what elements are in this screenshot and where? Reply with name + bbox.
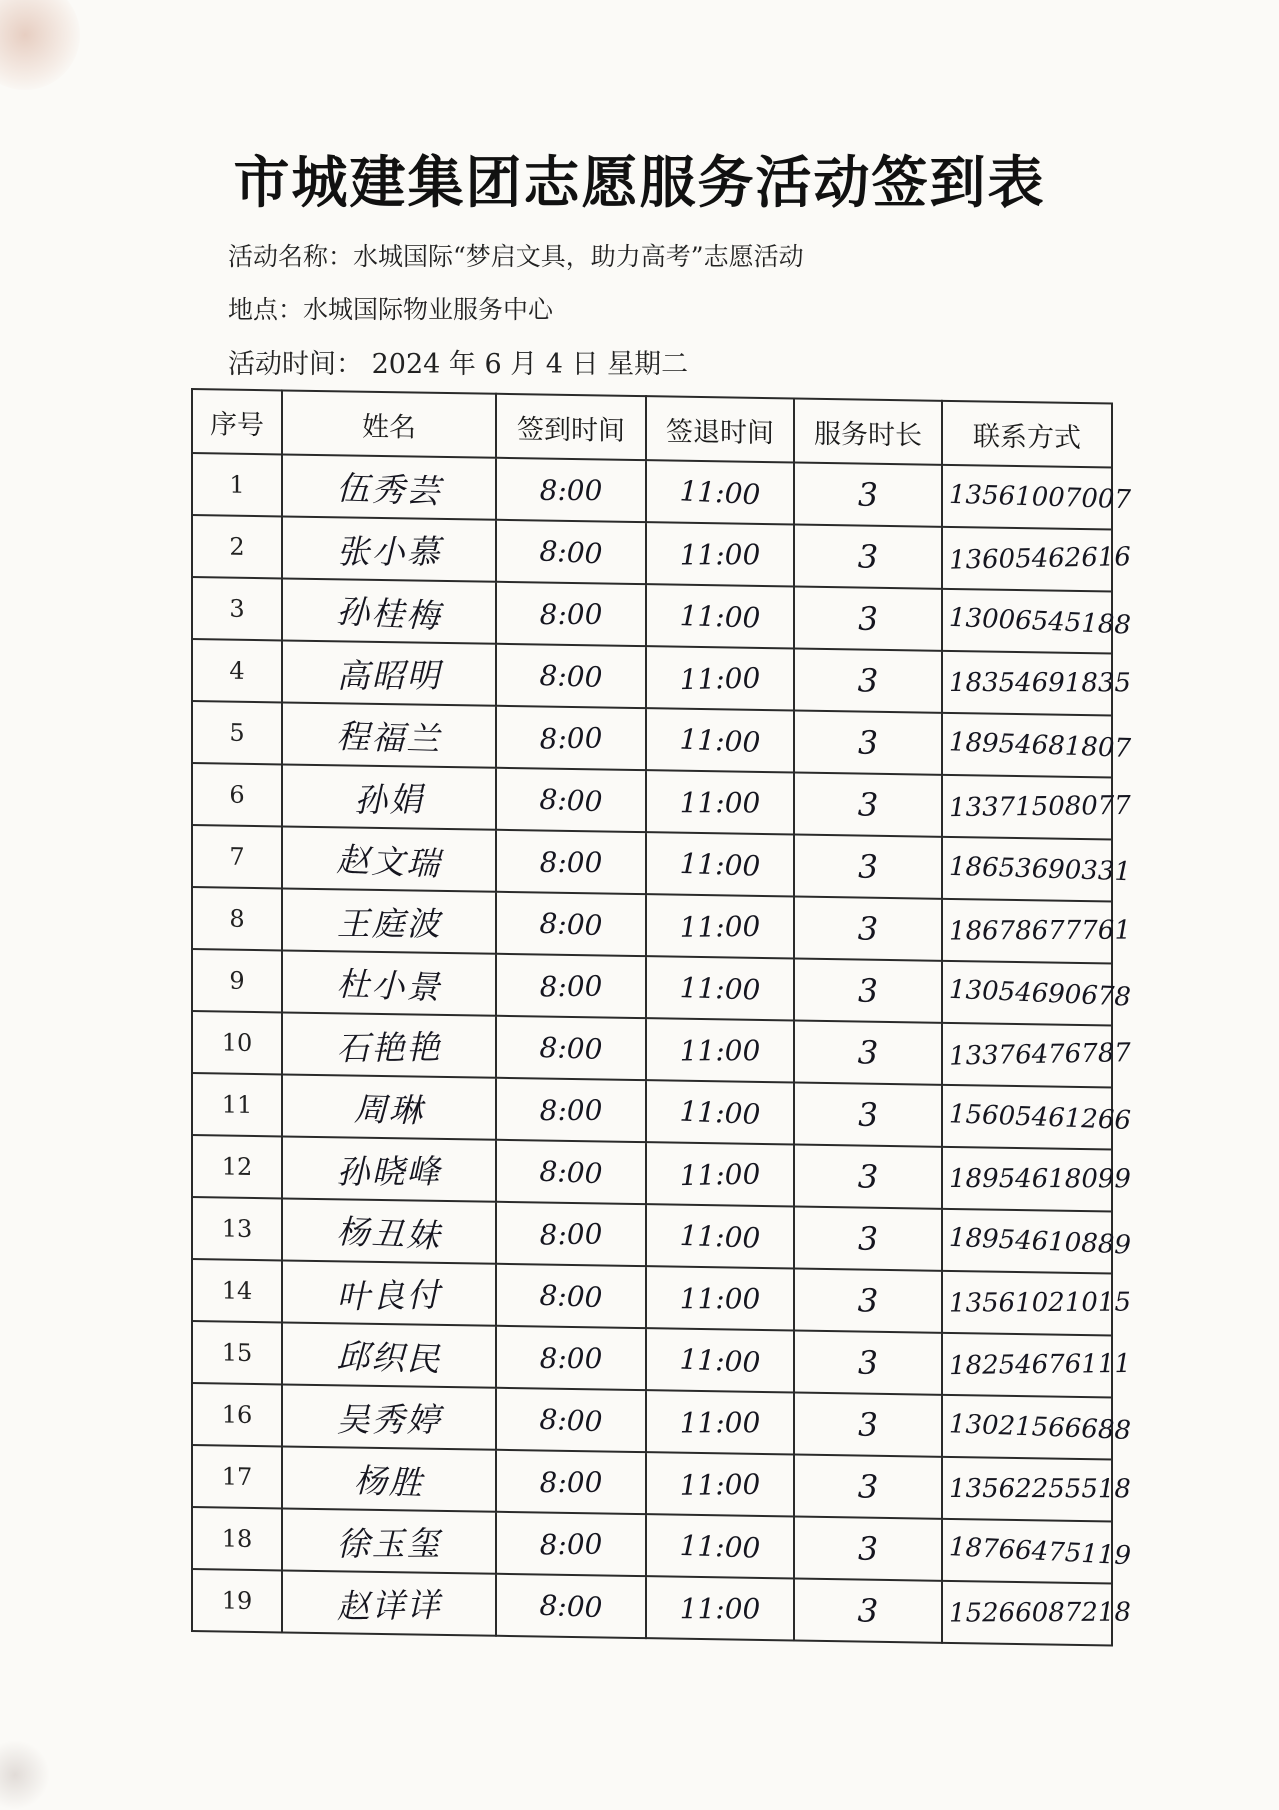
row-name-signature: 程福兰 (282, 701, 497, 769)
row-service-hours: 3 (793, 1393, 943, 1457)
row-service-hours: 3 (793, 1143, 942, 1210)
row-sign-in-time: 8:00 (495, 890, 646, 957)
row-service-hours: 3 (793, 835, 943, 899)
row-name-signature: 伍秀芸 (281, 452, 496, 522)
row-contact-phone: 18354691835 (942, 652, 1113, 714)
table-body (192, 453, 1132, 1645)
row-seq: 14 (192, 1259, 282, 1322)
row-contact-phone: 15266087218 (941, 1582, 1112, 1645)
row-service-hours: 3 (793, 646, 943, 714)
header-contact: 联系方式 (942, 401, 1112, 468)
row-sign-in-time: 8:00 (496, 1327, 647, 1389)
row-sign-in-time: 8:00 (496, 831, 647, 893)
row-sign-in-time: 8:00 (495, 706, 647, 771)
header-service-hours: 服务时长 (794, 398, 942, 464)
row-seq: 10 (192, 1011, 282, 1074)
row-sign-in-time: 8:00 (495, 1138, 647, 1206)
row-sign-in-time: 8:00 (496, 459, 647, 521)
row-sign-out-time: 11:00 (645, 1513, 794, 1580)
header-name: 姓名 (282, 390, 496, 457)
row-contact-phone: 18254676111 (941, 1333, 1113, 1397)
paper-stain (0, 0, 80, 90)
row-sign-in-time: 8:00 (496, 643, 647, 709)
row-sign-out-time: 11:00 (646, 1577, 795, 1639)
row-contact-phone: 18954610889 (941, 1206, 1113, 1275)
row-seq: 2 (192, 515, 282, 578)
header-sign-in-time: 签到时间 (496, 394, 646, 460)
row-sign-in-time: 8:00 (495, 1079, 646, 1142)
activity-name: 活动名称：水城国际“梦启文具，助力高考”志愿活动 (228, 242, 804, 271)
row-service-hours: 3 (793, 1576, 943, 1645)
row-sign-out-time: 11:00 (645, 1203, 794, 1270)
row-name-signature: 石艳艳 (281, 1013, 497, 1078)
row-name-signature: 杨丑妹 (281, 1195, 497, 1266)
row-seq: 3 (192, 577, 282, 640)
row-seq: 18 (192, 1507, 282, 1570)
activity-location: 地点：水城国际物业服务中心 (228, 295, 554, 324)
row-sign-out-time: 11:00 (645, 523, 794, 586)
row-contact-phone: 13562255518 (942, 1458, 1113, 1520)
row-sign-in-time: 8:00 (495, 517, 647, 587)
row-sign-in-time: 8:00 (496, 1015, 647, 1081)
row-name-signature: 赵文瑞 (281, 823, 497, 894)
row-contact-phone: 13054690678 (941, 958, 1113, 1027)
row-seq: 5 (192, 701, 282, 764)
row-name-signature: 高昭明 (281, 642, 496, 705)
row-name-signature: 徐玉玺 (281, 1510, 496, 1573)
row-service-hours: 3 (794, 895, 943, 961)
row-sign-in-time: 8:00 (495, 1386, 647, 1454)
row-name-signature: 杜小景 (281, 948, 496, 1018)
row-contact-phone: 13376476787 (941, 1023, 1113, 1088)
row-sign-in-time: 8:00 (495, 1451, 646, 1514)
row-name-signature: 周琳 (282, 1073, 497, 1141)
row-contact-phone: 18766475119 (941, 1516, 1113, 1587)
row-seq: 6 (192, 763, 282, 826)
row-service-hours: 3 (793, 463, 942, 526)
row-sign-in-time: 8:00 (495, 1202, 647, 1267)
row-service-hours: 3 (794, 712, 943, 774)
sign-in-sheet (191, 388, 1132, 1631)
row-seq: 15 (192, 1321, 282, 1384)
row-seq: 7 (192, 825, 282, 888)
row-sign-out-time: 11:00 (645, 1391, 794, 1454)
row-service-hours: 3 (793, 771, 942, 838)
row-service-hours: 3 (794, 1518, 943, 1580)
row-sign-out-time: 11:00 (645, 1019, 794, 1082)
row-sign-out-time: 11:00 (645, 1326, 795, 1394)
row-seq: 13 (192, 1197, 282, 1260)
row-sign-out-time: 11:00 (646, 583, 795, 649)
row-seq: 1 (192, 453, 282, 516)
sign-in-table (191, 388, 1132, 1646)
row-sign-in-time: 8:00 (495, 583, 646, 646)
row-sign-out-time: 11:00 (645, 894, 795, 958)
row-service-hours: 3 (793, 1331, 942, 1394)
row-seq: 8 (192, 887, 282, 950)
row-seq: 16 (192, 1383, 282, 1446)
row-service-hours: 3 (793, 586, 943, 651)
page-title: 市城建集团志愿服务活动签到表 (233, 150, 1046, 216)
row-name-signature: 王庭波 (282, 890, 497, 952)
row-contact-phone: 13605462616 (941, 527, 1113, 592)
row-name-signature: 孙桂梅 (281, 575, 497, 648)
row-contact-phone: 13021566688 (941, 1393, 1112, 1461)
table-row (192, 701, 1112, 777)
row-sign-in-time: 8:00 (495, 1512, 647, 1576)
row-sign-out-time: 11:00 (645, 646, 795, 711)
row-name-signature: 孙娟 (281, 764, 497, 830)
row-name-signature: 孙晓峰 (281, 1138, 496, 1201)
row-service-hours: 3 (793, 959, 942, 1022)
row-service-hours: 3 (794, 1208, 943, 1270)
row-sign-out-time: 11:00 (645, 1452, 795, 1516)
row-contact-phone: 18653690331 (942, 836, 1113, 903)
row-name-signature: 张小慕 (282, 518, 497, 580)
row-contact-phone: 18954618099 (942, 1148, 1113, 1210)
row-sign-in-time: 8:00 (495, 1262, 646, 1329)
table-row (192, 1197, 1112, 1273)
row-service-hours: 3 (793, 1082, 943, 1147)
row-contact-phone: 18678677761 (941, 900, 1112, 963)
row-seq: 19 (192, 1569, 282, 1632)
row-sign-out-time: 11:00 (645, 1078, 795, 1146)
row-contact-phone: 13561021015 (941, 1272, 1112, 1335)
table-row (192, 1569, 1112, 1645)
row-sign-out-time: 11:00 (645, 706, 795, 774)
row-name-signature: 赵详详 (281, 1571, 497, 1636)
row-seq: 11 (192, 1073, 282, 1136)
row-service-hours: 3 (793, 1018, 943, 1086)
row-sign-out-time: 11:00 (646, 1267, 795, 1329)
row-contact-phone: 18954681807 (941, 711, 1112, 779)
row-contact-phone: 15605461266 (941, 1083, 1112, 1151)
row-name-signature: 邱织民 (281, 1320, 496, 1390)
row-sign-in-time: 8:00 (495, 1572, 646, 1639)
row-sign-out-time: 11:00 (645, 458, 795, 527)
activity-time: 活动时间： 2024 年 6 月 4 日 星期二 (228, 349, 689, 380)
row-sign-out-time: 11:00 (645, 831, 794, 898)
row-seq: 12 (192, 1135, 282, 1198)
row-seq: 9 (192, 949, 282, 1012)
header-seq: 序号 (192, 389, 282, 454)
row-name-signature: 吴秀婷 (282, 1386, 497, 1448)
header-sign-out-time: 签退时间 (646, 396, 794, 462)
row-contact-phone: 13371508077 (941, 775, 1113, 839)
row-seq: 4 (192, 639, 282, 702)
row-sign-out-time: 11:00 (646, 955, 795, 1021)
row-name-signature: 杨胜 (281, 1443, 497, 1514)
row-seq: 17 (192, 1445, 282, 1508)
row-service-hours: 3 (794, 523, 943, 589)
row-contact-phone: 13006545188 (941, 586, 1113, 655)
paper-stain (0, 1740, 50, 1810)
row-contact-phone: 13561007007 (942, 464, 1113, 531)
row-name-signature: 叶良付 (281, 1260, 497, 1326)
row-sign-out-time: 11:00 (646, 771, 795, 833)
row-sign-out-time: 11:00 (645, 1142, 795, 1207)
row-service-hours: 3 (793, 1453, 942, 1520)
row-sign-in-time: 8:00 (495, 766, 647, 834)
row-sign-in-time: 8:00 (495, 954, 647, 1018)
row-service-hours: 3 (793, 1266, 943, 1334)
